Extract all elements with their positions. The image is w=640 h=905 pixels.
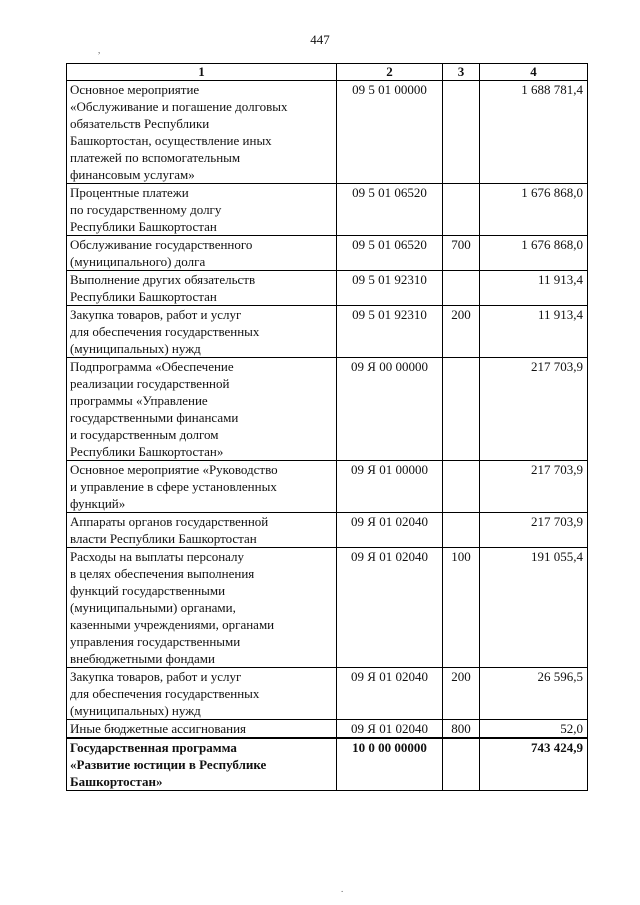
row-amount: 11 913,4 bbox=[480, 306, 588, 358]
row-amount: 52,0 bbox=[480, 720, 588, 739]
row-code: 09 Я 01 02040 bbox=[337, 513, 443, 548]
table-row bbox=[67, 236, 588, 271]
column-header-1: 1 bbox=[67, 64, 337, 81]
row-amount: 191 055,4 bbox=[480, 548, 588, 668]
row-name: Закупка товаров, работ и услуг для обеспечения государственных (муниципальных) нужд bbox=[67, 668, 337, 720]
row-name: Государственная программа «Развитие юстиции в Республике Башкортостан» bbox=[67, 738, 337, 791]
table-header-row bbox=[67, 64, 588, 81]
column-header-4: 4 bbox=[480, 64, 588, 81]
row-code: 09 Я 01 02040 bbox=[337, 668, 443, 720]
row-code: 09 5 01 92310 bbox=[337, 271, 443, 306]
row-name: Аппараты органов государственной власти Республики Башкортостан bbox=[67, 513, 337, 548]
row-expense-type bbox=[443, 81, 480, 184]
row-code: 09 5 01 06520 bbox=[337, 236, 443, 271]
scan-mark: , bbox=[98, 45, 101, 55]
table-row bbox=[67, 548, 588, 668]
row-amount: 11 913,4 bbox=[480, 271, 588, 306]
row-name: Расходы на выплаты персоналу в целях обеспечения выполнения функций государственными (муниципальными) органами, казенными учреждениями, органами управления государственными внебюджетными фондами bbox=[67, 548, 337, 668]
row-expense-type bbox=[443, 513, 480, 548]
row-code: 09 Я 00 00000 bbox=[337, 358, 443, 461]
row-name: Закупка товаров, работ и услуг для обеспечения государственных (муниципальных) нужд bbox=[67, 306, 337, 358]
row-amount: 26 596,5 bbox=[480, 668, 588, 720]
row-expense-type bbox=[443, 271, 480, 306]
table-row bbox=[67, 461, 588, 513]
table-row bbox=[67, 271, 588, 306]
row-expense-type: 800 bbox=[443, 720, 480, 739]
row-expense-type: 200 bbox=[443, 306, 480, 358]
table-row bbox=[67, 513, 588, 548]
row-name: Основное мероприятие «Руководство и управление в сфере установленных функций» bbox=[67, 461, 337, 513]
row-amount: 1 676 868,0 bbox=[480, 184, 588, 236]
row-name: Обслуживание государственного (муниципального) долга bbox=[67, 236, 337, 271]
column-header-2: 2 bbox=[337, 64, 443, 81]
table-row bbox=[67, 358, 588, 461]
table-body bbox=[67, 81, 588, 791]
table-row bbox=[67, 738, 588, 791]
row-expense-type bbox=[443, 184, 480, 236]
row-expense-type bbox=[443, 461, 480, 513]
table-row bbox=[67, 184, 588, 236]
row-amount: 217 703,9 bbox=[480, 461, 588, 513]
row-name: Подпрограмма «Обеспечение реализации государственной программы «Управление государственными финансами и государственным долгом Республики Башкортостан» bbox=[67, 358, 337, 461]
budget-table bbox=[66, 63, 588, 791]
row-name: Основное мероприятие «Обслуживание и погашение долговых обязательств Республики Башкортостан, осуществление иных платежей по вспомогательным финансовым услугам» bbox=[67, 81, 337, 184]
row-amount: 743 424,9 bbox=[480, 738, 588, 791]
row-code: 09 5 01 06520 bbox=[337, 184, 443, 236]
row-expense-type bbox=[443, 358, 480, 461]
row-amount: 1 688 781,4 bbox=[480, 81, 588, 184]
row-code: 09 Я 01 02040 bbox=[337, 720, 443, 739]
row-amount: 217 703,9 bbox=[480, 358, 588, 461]
table-row bbox=[67, 81, 588, 184]
table-row bbox=[67, 306, 588, 358]
row-expense-type: 100 bbox=[443, 548, 480, 668]
row-expense-type: 200 bbox=[443, 668, 480, 720]
column-header-3: 3 bbox=[443, 64, 480, 81]
row-expense-type bbox=[443, 738, 480, 791]
row-name: Иные бюджетные ассигнования bbox=[67, 720, 337, 739]
table-row bbox=[67, 720, 588, 739]
row-amount: 217 703,9 bbox=[480, 513, 588, 548]
row-name: Процентные платежи по государственному долгу Республики Башкортостан bbox=[67, 184, 337, 236]
row-code: 09 5 01 00000 bbox=[337, 81, 443, 184]
row-code: 09 Я 01 00000 bbox=[337, 461, 443, 513]
row-code: 10 0 00 00000 bbox=[337, 738, 443, 791]
scan-mark: . bbox=[341, 884, 344, 894]
row-amount: 1 676 868,0 bbox=[480, 236, 588, 271]
row-name: Выполнение других обязательств Республики Башкортостан bbox=[67, 271, 337, 306]
row-code: 09 Я 01 02040 bbox=[337, 548, 443, 668]
table-row bbox=[67, 668, 588, 720]
row-expense-type: 700 bbox=[443, 236, 480, 271]
page-number: 447 bbox=[310, 32, 330, 47]
row-code: 09 5 01 92310 bbox=[337, 306, 443, 358]
